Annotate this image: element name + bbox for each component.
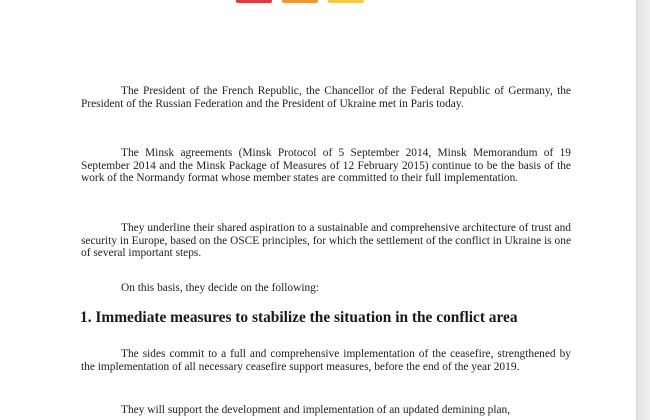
header-flag-strip — [236, 0, 364, 3]
viewer-background-edge — [637, 0, 650, 420]
paragraph-shared-aspiration: They underline their shared aspiration to a sustainable and comprehensive architecture of trust and security in Europe, based on the OSCE principles, for which the settlement of the conflict in Ukraine is one of several important steps. — [81, 222, 571, 260]
flag-icon-right — [328, 0, 364, 3]
flag-icon-left — [236, 0, 272, 3]
paragraph-decide-following: On this basis, they decide on the following: — [121, 282, 320, 294]
paragraph-minsk-agreements: The Minsk agreements (Minsk Protocol of 5 September 2014, Minsk Memorandum of 19 September 2014 and the Minsk Package of Measures of 12 February 2015) continue to be the basis of the work of the Normandy format whose member states are committed to their full implementation. — [81, 147, 571, 185]
paragraph-ceasefire-commitment: The sides commit to a full and comprehensive implementation of the ceasefire, strengthened by the implementation of all necessary ceasefire support measures, before the end of the year 2019. — [81, 348, 571, 373]
paragraph-leaders-met: The President of the French Republic, the Chancellor of the Federal Republic of Germany, the President of the Russian Federation and the President of Ukraine met in Paris today. — [81, 85, 571, 110]
paragraph-demining-plan: They will support the development and implementation of an updated demining plan, — [121, 404, 511, 416]
section-heading-immediate-measures: 1. Immediate measures to stabilize the situation in the conflict area — [80, 309, 518, 326]
flag-icon-middle — [282, 0, 318, 3]
